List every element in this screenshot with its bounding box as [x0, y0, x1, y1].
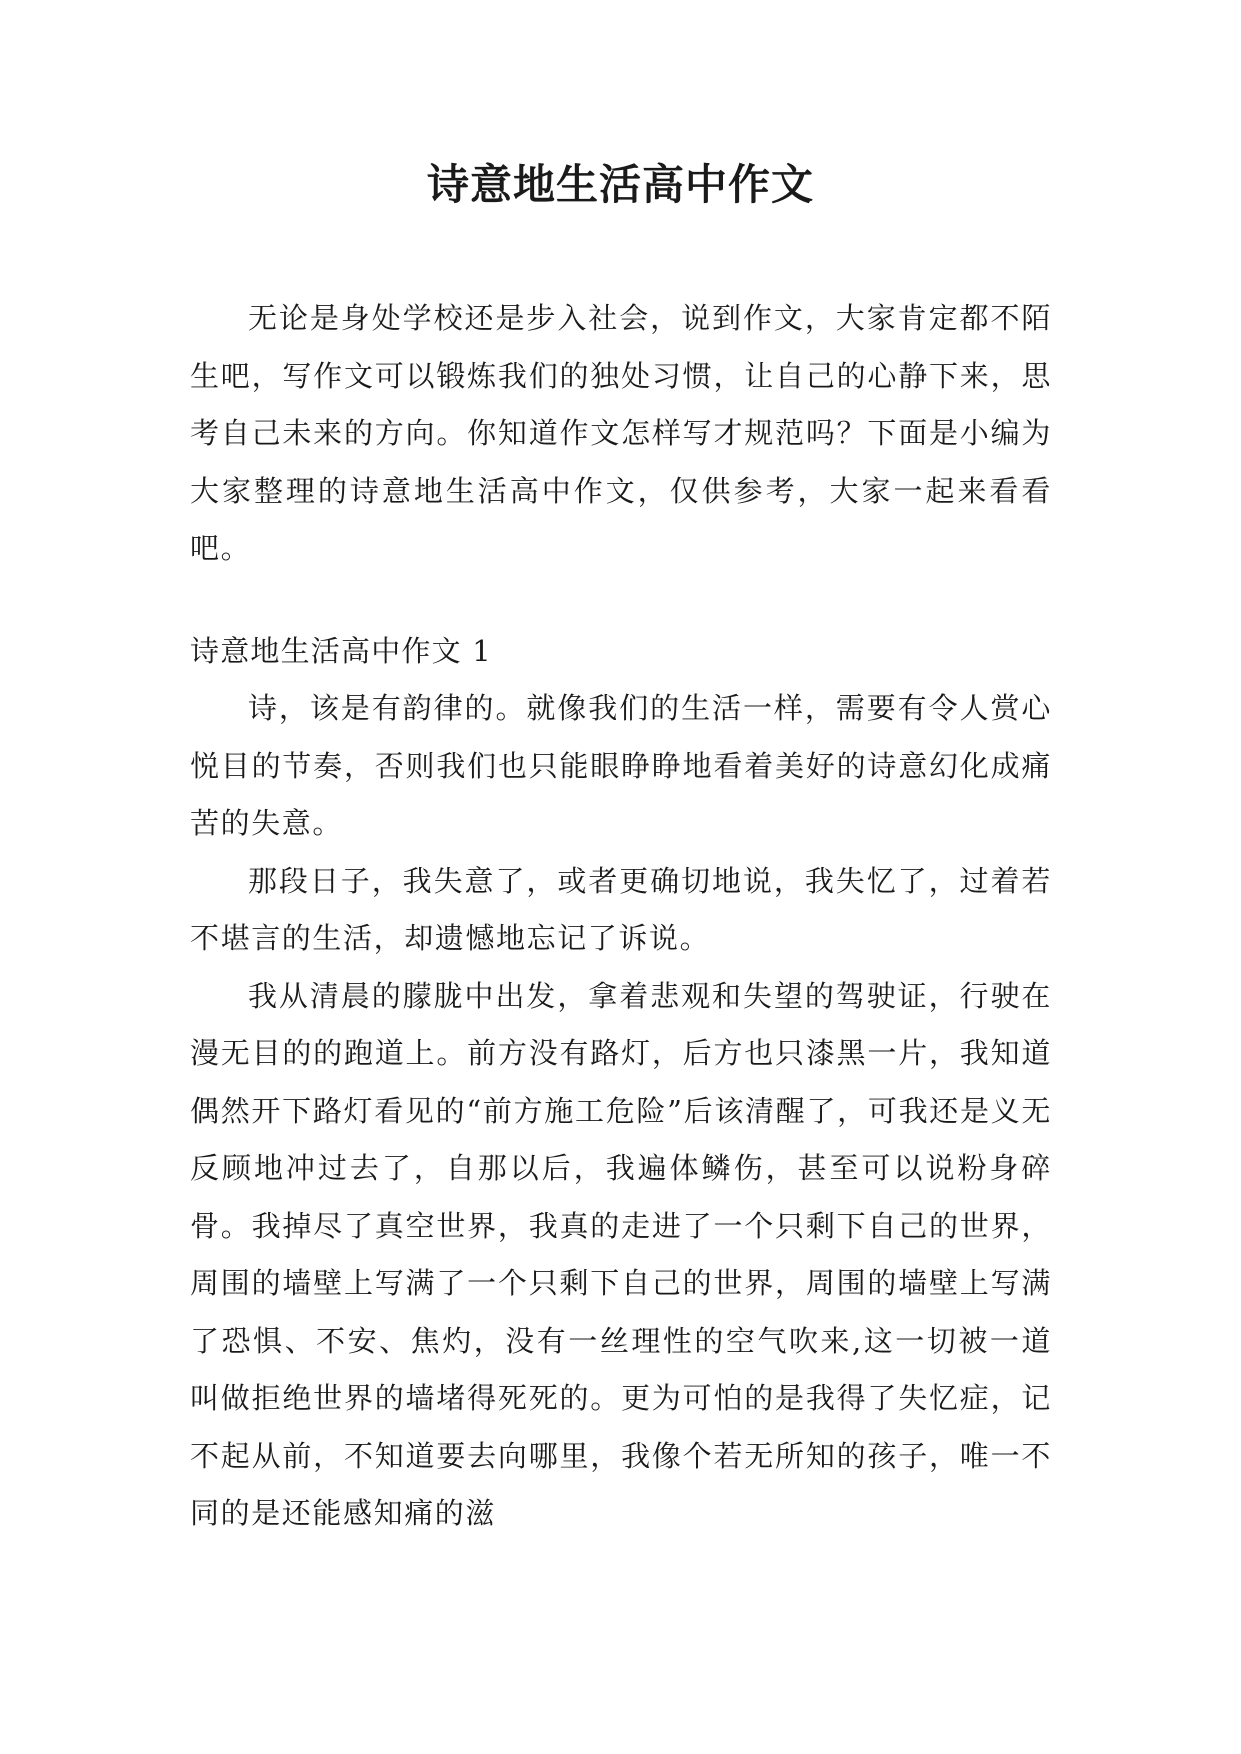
document-body — [190, 290, 1052, 1543]
intro-paragraph: 无论是身处学校还是步入社会，说到作文，大家肯定都不陌生吧，写作文可以锻炼我们的独处习惯，让自己的心静下来，思考自己未来的方向。你知道作文怎样写才规范吗？下面是小编为大家整理的诗意地生活高中作文，仅供参考，大家一起来看看吧。 — [190, 301, 1052, 565]
section-gap — [190, 578, 1052, 623]
section-heading: 诗意地生活高中作文 1 — [190, 633, 492, 668]
body-paragraph-2: 那段日子，我失意了，或者更确切地说，我失忆了，过着若不堪言的生活，却遗憾地忘记了诉说。 — [190, 863, 1052, 955]
document-title: 诗意地生活高中作文 — [426, 160, 814, 209]
body-paragraph-1: 诗，该是有韵律的。就像我们的生活一样，需要有令人赏心悦目的节奏，否则我们也只能眼睁睁地看着美好的诗意幻化成痛苦的失意。 — [190, 691, 1052, 840]
body-paragraph-3: 我从清晨的朦胧中出发，拿着悲观和失望的驾驶证，行驶在漫无目的的跑道上。前方没有路灯，后方也只漆黑一片，我知道偶然开下路灯看见的“前方施工危险”后该清醒了，可我还是义无反顾地冲过去了，自那以后，我遍体鳞伤，甚至可以说粉身碎骨。我掉尽了真空世界，我真的走进了一个只剩下自己的世界，周围的墙壁上写满了一个只剩下自己的世界，周围的墙壁上写满了恐惧、不安、焦灼，没有一丝理性的空气吹来,这一切被一道叫做拒绝世界的墙堵得死死的。更为可怕的是我得了失忆症，记不起从前，不知道要去向哪里，我像个若无所知的孩子，唯一不同的是还能感知痛的滋 — [190, 978, 1052, 1530]
